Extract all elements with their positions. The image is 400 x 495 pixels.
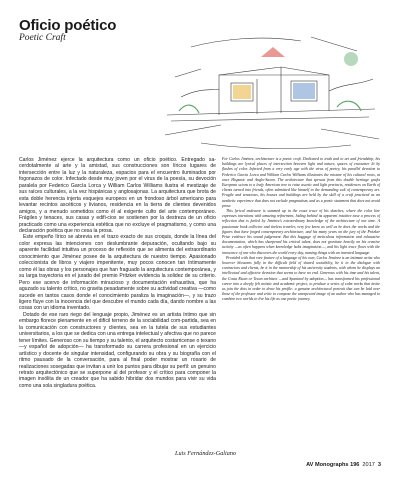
english-paragraph: For Carlos Jiménez, architecture is a poetic craft. Dedicated to truth and to art and friendship, his buildings are lyrical places of intersection between light and nature, spaces of encounter lit by flashes of color. Infected from a very early age with the virus of poetry, his parallel devotion to Federico García Lorca and William Carlos Williams illustrates the mixture of his cultural roots, at once Hispanic and Anglo-Saxon. The architecture that sprouts from this double heritage grafts European scions to a leafy American tree to raise ascetic and light precincts, residences on Earth of clients turned into friends, often submitted like himself to the demanding cult of contemporary art. Fragile and tenacious, his houses and buildings are held by the skill of a craft practiced as an aesthetic experience that does not exclude pragmatism, and as a poetic statement that does not avoid prose.	[222, 157, 380, 208]
page-title: Oficio poético	[19, 17, 117, 34]
issue-year: 2017	[362, 462, 375, 468]
spanish-text-column	[19, 157, 216, 389]
page-footer	[306, 462, 381, 468]
spanish-paragraph: Carlos Jiménez ejerce la arquitectura como un oficio poético. Entregado sa-cerdotalmente al arte y la amistad, sus construcciones son líricos lugares de intersección entre la luz y la naturaleza, espacios para el encuentro iluminados por fogonazos de color. Infectado desde muy joven por el virus de la poesía, su devoción paralela por Federico García Lorca y William Carlos Williams ilustra el mestizaje de sus raíces culturales, a la vez hispánicas y anglosajonas. La arquitectura que brota de esta doble herencia injerta esquejes europeos en un frondoso árbol americano para levantar recintos ascéticos y livianos, residencia en la tierra de clientes devenidos amigos, y a menudo sometidos como él al exigente culto del arte contemporáneo. Frágiles y tenaces, sus casas y edifi-cios se sostienen por la destreza de un oficio practicado como una experiencia estética que no excluye el pragmatismo, y como una declaración poética que no cesa la prosa.	[19, 157, 216, 234]
english-paragraph: Provided with that rare feature of a language of his own, Carlos Jiménez is an intimate artist who however blossoms fully in the difficult field of shared sociability, be it in the dialogue with contractors and clients, be it in the mentorship of his university students, with whom he displays an intellectual and affective devotion that seems to have no end. Generous with his time and his talent, the Costa Rican or Texan architect —and Spaniard by adoption— has transformed his professional career into a deeply felt artistic and academic project, to produce a series of calm works that invite us join the dots in order to draw his profile: a genuine architectural portrait that can be laid over those of the professor and critic to compose the unexpected image of an author who has managed to combine two worlds to live his life as one poetic journey.	[222, 255, 380, 302]
english-paragraph: This lyrical endeavor is summed up in the exact trace of his sketches, where the color line expresses intentions with amazing refinement, hiding behind its apparent intuitive ease a process of reflection that is fueled by Jiménez's extraordinary knowledge of the architecture of our time. A passionate book collector and tireless traveler, very few know as well as he does the works and the figures that have forged contemporary architecture, and his many years on the jury of the Pritzker Prize evidence his sound judgement. But this baggage of meticulous information and exhaustive documentation, which has sharpened his critical talent, does not gravitate heavily on his creative activity —as often happens when knowledge halts imagination—, and his light trace flows with the innocence of one who discovers the world every day, naming things with an invented language.	[222, 209, 380, 255]
english-text-column	[222, 157, 380, 303]
spanish-paragraph: Dotado de ese raro riego del lenguaje propio, Jiménez es un artista íntimo que sin embargo florece plenamente en el difícil terreno de la sociabilidad com-partida, sea en la comunicación con constructores y clientes, sea en la tutela de sus estudiantes universitarios, a los que se dedica con una entrega intelectual y afectiva que no parece tener límites. Generoso con su tiempo y su talento, el arquitecto costarricense o texano —y español de adopción— ha transformado su carrera profesional en un ejercicio artístico y docente de singular intensidad, configurando su obra y su biografía con el ritmo pausado de la conversación, para al final poder mostrar un rosario de realizaciones sosegadas que invitan a unir los puntos para dibujar su perfil: un genuino retrato arquitectónico que se superpone al del profesor y el crítico para componer la imagen insólita de un creador que ha sabido hibridar dos mundos para vivir su vida como una sola singladura poética.	[19, 311, 216, 389]
page-number: 3	[377, 462, 381, 468]
architectural-sketch-icon	[161, 17, 383, 159]
magazine-name: AV Monographs 196	[306, 462, 360, 468]
author-signature: Luis Fernández-Galiano	[175, 450, 237, 457]
page-subtitle: Poetic Craft	[19, 33, 66, 43]
spanish-paragraph: Este empeño lírico se abrevia en el trazo exacto de sus croquis, donde la línea del color expresa las intenciones con deslumbrante depuración, ocultando bajo su aparente facilidad intuitiva un proceso de reflexión que se alimenta del extraordinario conocimiento que Jiménez posee de la arquitectura de nuestro tiempo. Apasionado coleccionista de libros y viajero impenitente, muy pocos conocen tan íntimamente como él las obras y los personajes que han fraguado la arquitectura contemporánea, y su larga trayectoria en el jurado del premio Pritzker evidencia la solidez de su criterio. Pero ese acervo de información minucioso y documentación exhaustiva, que ha aguzado su talento crítico, no gravita pesadamente sobre su actividad creativa —como sucede en tantos casos donde el conocimiento paraliza la imaginación—, y su trazo ligero fluye con la inocencia del que descubre el mundo cada día, dando nombre a las cosas con un idioma inventado.	[19, 234, 216, 312]
